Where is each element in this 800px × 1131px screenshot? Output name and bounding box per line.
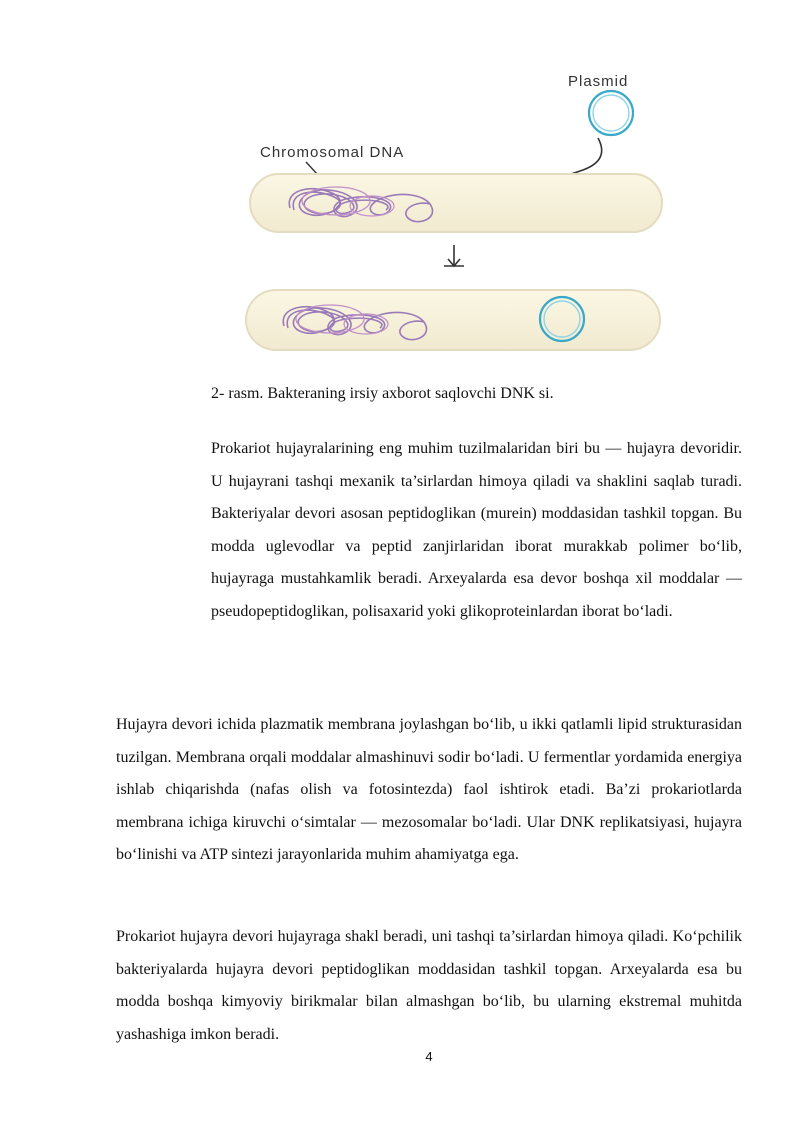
chromosomal-dna-label: Chromosomal DNA <box>260 144 405 161</box>
bacteria-dna-figure <box>238 70 678 360</box>
transformation-arrow <box>444 245 464 266</box>
paragraph-cell-wall-function: Prokariot hujayra devori hujayraga shakl beradi, uni tashqi ta’sirlardan himoya qiladi. Ko‘pchilik bakteriyalarda hujayra devori peptidoglikan moddasidan tashkil topgan. Arxeyalarda esa bu modda boshqa kimyoviy birikmalar bilan almashgan bo‘lib, bu ularning ekstremal muhitda yashashiga imkon beradi. <box>116 928 742 1043</box>
free-plasmid <box>589 91 633 135</box>
bacteria-dna-diagram <box>238 70 678 360</box>
figure-caption: 2- rasm. Bakteraning irsiy axborot saqlovchi DNK si. <box>211 385 554 402</box>
plasmid-label: Plasmid <box>568 73 629 90</box>
page-number: 4 <box>425 1049 433 1064</box>
bacterial-cell-before <box>250 174 662 232</box>
paragraph-cell-wall: Prokariot hujayralarining eng muhim tuzilmalaridan biri bu — hujayra devoridir. U hujayrani tashqi mexanik ta’sirlardan himoya qiladi va shaklini saqlab turadi. Bakteriyalar devori asosan peptidoglikan (murein) moddasidan tashkil topgan. Bu modda uglevodlar va peptid zanjirlaridan iborat murakkab polimer bo‘lib, hujayraga mustahkamlik beradi. Arxeyalarda esa devor boshqa xil moddalar — pseudopeptidoglikan, polisaxarid yoki glikoproteinlardan iborat bo‘ladi. <box>211 440 742 620</box>
paragraph-plasma-membrane: Hujayra devori ichida plazmatik membrana joylashgan bo‘lib, u ikki qatlamli lipid strukturasidan tuzilgan. Membrana orqali moddalar almashinuvi sodir bo‘ladi. U fermentlar yordamida energiya ishlab chiqarishda (nafas olish va fotosintezda) faol ishtirok etadi. Ba’zi prokariotlarda membrana ichiga kiruvchi o‘simtalar — mezosomalar bo‘ladi. Ular DNK replikatsiyasi, hujayra bo‘linishi va ATP sintezi jarayonlarida muhim ahamiyatga ega. <box>116 716 742 864</box>
bacterial-cell-after <box>246 290 660 350</box>
